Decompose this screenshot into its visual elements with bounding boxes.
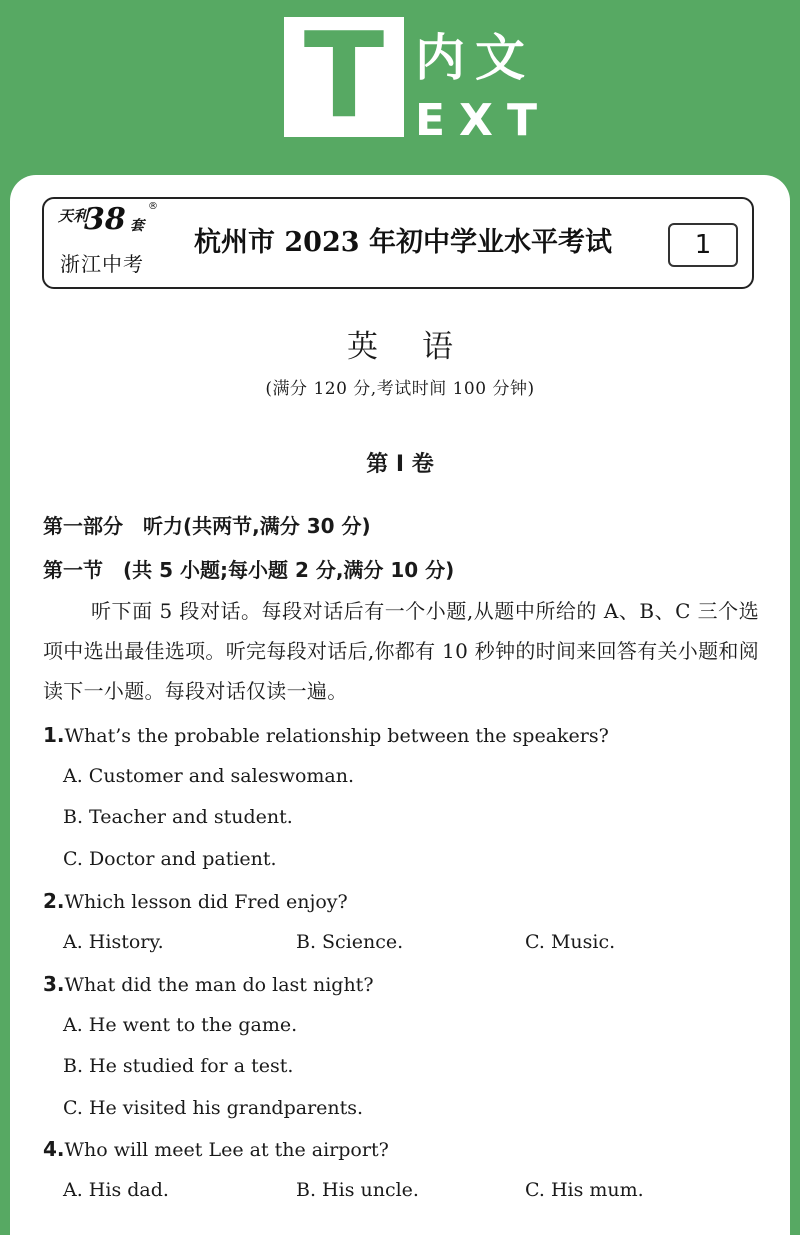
section-heading: 第一节 (共 5 小题;每小题 2 分,满分 10 分) <box>43 558 455 582</box>
question-number: 3. <box>43 972 65 996</box>
banner-letter-box <box>284 6 404 144</box>
option-4c: C. His mum. <box>525 1179 644 1201</box>
option-3c: C. He visited his grandparents. <box>63 1097 364 1119</box>
instructions: 听下面 5 段对话。每段对话后有一个小题,从题中所给的 A、B、C 三个选项中选出最佳选项。听完每段对话后,你都有 10 秒钟的时间来回答有关小题和阅读下一小题。每段对话仅读一遍。 <box>43 599 759 703</box>
brand-region: 浙江中考 <box>60 252 144 276</box>
option-4b: B. His uncle. <box>296 1179 419 1201</box>
exam-paper <box>10 175 790 1235</box>
option-1a: A. Customer and saleswoman. <box>63 765 355 787</box>
question-text: Who will meet Lee at the airport? <box>64 1139 389 1161</box>
score-note: (满分 120 分,考试时间 100 分钟) <box>265 379 535 399</box>
option-2c: C. Music. <box>525 931 616 953</box>
question-number: 1. <box>43 723 65 747</box>
subject-title: 英语 <box>347 329 497 365</box>
option-2b: B. Science. <box>296 931 404 953</box>
paper-number: 1 <box>668 223 738 267</box>
option-1b: B. Teacher and student. <box>63 806 293 828</box>
top-banner <box>0 0 800 175</box>
banner-title-en: EXT <box>415 95 551 146</box>
option-2a: A. History. <box>63 931 164 953</box>
brand-logo-suffix: 套 <box>130 218 144 234</box>
question-text: What’s the probable relationship between the speakers? <box>64 725 609 747</box>
question-number: 2. <box>43 889 65 913</box>
part-heading: 第一部分 听力(共两节,满分 30 分) <box>43 514 371 538</box>
question-text: What did the man do last night? <box>64 974 374 996</box>
question-2 <box>43 886 348 917</box>
banner-title-cn: 内文 <box>415 29 535 87</box>
exam-title: 杭州市 2023 年初中学业水平考试 <box>194 227 612 258</box>
option-1c: C. Doctor and patient. <box>63 848 277 870</box>
exam-header <box>42 197 754 289</box>
brand-logo-number: 38 <box>84 202 126 237</box>
brand-logo-text: 天利 <box>58 207 89 225</box>
option-3a: A. He went to the game. <box>63 1014 298 1036</box>
option-3b: B. He studied for a test. <box>63 1055 294 1077</box>
option-4a: A. His dad. <box>63 1179 169 1201</box>
question-number: 4. <box>43 1137 65 1161</box>
volume-title: 第 I 卷 <box>366 452 434 477</box>
question-text: Which lesson did Fred enjoy? <box>64 891 348 913</box>
question-3 <box>43 969 374 1000</box>
question-1 <box>43 720 609 751</box>
registered-mark: ® <box>148 201 158 212</box>
question-4 <box>43 1134 389 1165</box>
banner-letter: T <box>303 6 385 144</box>
